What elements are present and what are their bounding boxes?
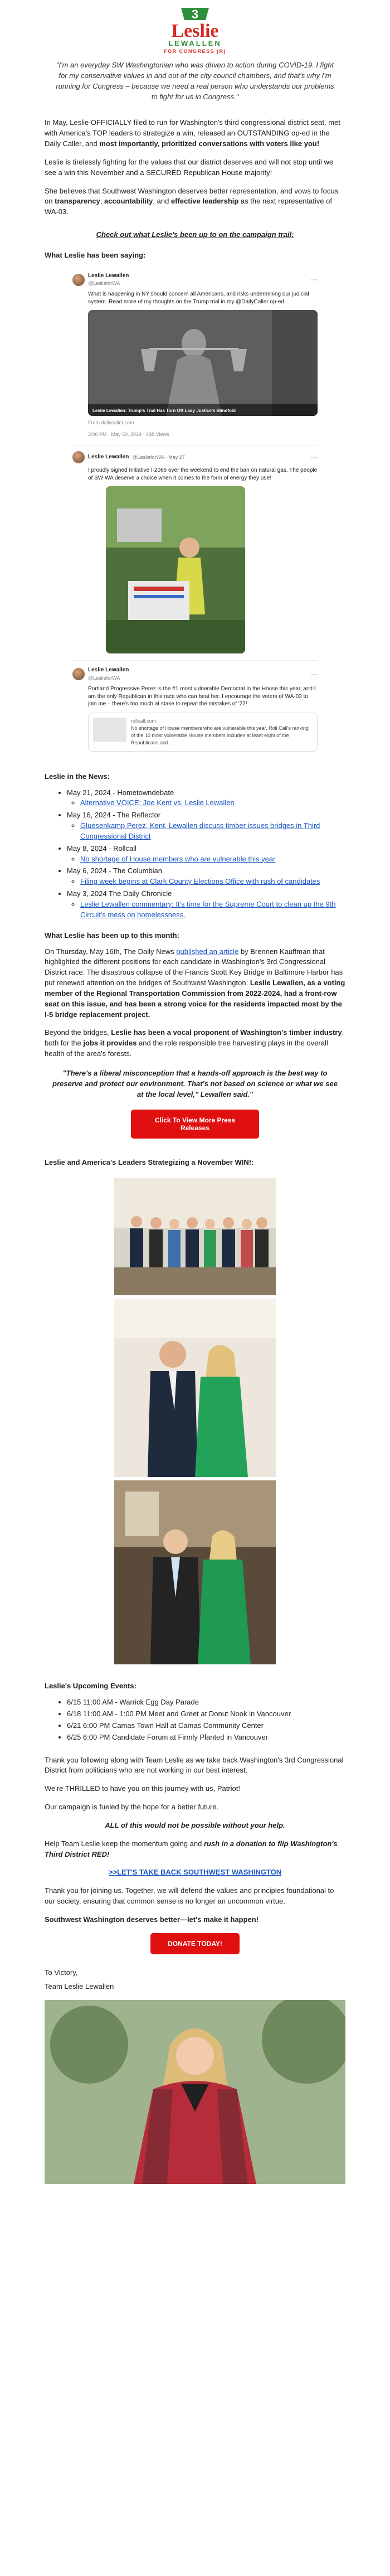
duo-photo-icon (114, 1299, 276, 1477)
photo-leslie-with-leader (114, 1299, 276, 1477)
news-list (67, 788, 345, 921)
logo-number: 3 (191, 7, 199, 21)
text: as the next representative of WA-03. (45, 197, 332, 216)
group-photo-icon (114, 1178, 276, 1295)
emphasis: Leslie has been a vocal proponent of Washington's timber industry (111, 1028, 342, 1037)
tweet-name: Leslie Lewallen (88, 272, 129, 279)
card-domain: rollcall.com (131, 718, 157, 724)
paragraph-representation (45, 186, 345, 218)
text: Help Team Leslie keep the momentum going and (45, 1839, 204, 1848)
events-list (67, 1697, 345, 1742)
closing-joining: Thank you for joining us. Together, we will defend the values and principles foundational to our society, ensuring that common sense is no longer an uncommon virtue. (45, 1886, 334, 1906)
leaders-heading: Leslie and America's Leaders Strategizing a November WIN!: (45, 1158, 254, 1167)
logo-surname: LEWALLEN (168, 39, 222, 47)
tweet-3 (72, 661, 318, 758)
tweet-text: What is happening in NY should concern all Americans, and risks undermining our judicial system. Read more of my thoughts on the Trump trial in my @DailyCaller op-ed (88, 291, 309, 305)
news-date: May 3, 2024 The Daily Chronicle (67, 889, 172, 898)
closing-thanks: Thank you following along with Team Leslie as we take back Washington's 3rd Congressional District from politicians who are not working in our best interest. (45, 1755, 344, 1775)
tweets-screenshot (72, 267, 318, 758)
leslie-portrait-photo (45, 2000, 345, 2184)
news-heading: Leslie in the News: (45, 772, 110, 781)
avatar (72, 451, 85, 463)
emphasis: most importantly, prioritized conversations with voters like you! (99, 139, 320, 148)
emphasis-transparency: transparency (55, 197, 100, 206)
tweet-author (88, 272, 129, 288)
lewallen-quote: "There's a liberal misconception that a hands-off approach is the best way to preserve and protect our environment. That's not based on science or what we see at the local level," Lewallen said." (52, 1068, 338, 1098)
news-link[interactable]: Leslie Lewallen commentary: It's time for the Supreme Court to clean up the 9th Circuit's mess on homelessness. (80, 899, 336, 919)
emphasis: rush in a donation to flip Washington's Third District RED! (45, 1839, 338, 1858)
paragraph-fighting: Leslie is tirelessly fighting for the values that our district deserves and will not stop until we see a win this November and a SECURED Republican House majority! (45, 157, 334, 177)
news-date: May 6, 2024 - The Columbian (67, 866, 163, 875)
paragraph-timber (45, 1028, 345, 1059)
text: and the role responsible tree harvesting plays in the overall health of the area's forests. (45, 1039, 328, 1058)
news-item (67, 844, 345, 865)
emphasis: jobs it provides (83, 1039, 137, 1048)
tweet-name: Leslie Lewallen (88, 667, 129, 674)
logo-graphic (148, 3, 242, 55)
intro-quote: "I'm an everyday SW Washingtonian who was driven to action during COVID-19. I fight for my conservative values in and out of the city council chambers, and that's why I'm running for Congress – because we need a real person who understands our problems to fight for us in Congress." (56, 61, 334, 101)
text: , (100, 197, 104, 206)
tweet-meta: 3:00 PM · May 30, 2024 · 498 Views (88, 432, 169, 438)
portrait-icon (45, 2000, 345, 2184)
card-text: No shortage of House members who are vulnerable this year. Roll Call's ranking of the 10 most vulnerable House members includes at least eight of the Republicans and ... (131, 725, 309, 745)
news-item (67, 810, 345, 842)
event-item: • 6/21 6:00 PM Camas Town Hall at Camas Community Center (67, 1721, 345, 1731)
signoff-victory: To Victory, (45, 1968, 78, 1977)
more-icon: ··· (311, 670, 318, 678)
tweet-author (88, 666, 129, 682)
tweet-handle: @LeslieforWA (88, 675, 120, 681)
signing-photo-icon (106, 486, 245, 653)
tweet-1 (72, 267, 318, 446)
take-back-link[interactable]: >>LET'S TAKE BACK SOUTHWEST WASHINGTON (108, 1868, 282, 1877)
news-link[interactable]: Filing week begins at Clark County Elections Office with rush of candidates (80, 877, 320, 886)
donate-button[interactable]: DONATE TODAY! (150, 1933, 240, 1954)
card-text-block (131, 718, 313, 747)
closing-donate-text (45, 1839, 345, 1860)
campaign-trail-heading: Check out what Leslie's been up to on the campaign trail: (96, 230, 294, 239)
tweet-header (72, 272, 318, 288)
article-link[interactable]: published an article (176, 947, 239, 956)
news-date: May 16, 2024 - The Reflector (67, 811, 161, 820)
text: , both for the (45, 1028, 344, 1048)
closing-deserves: Southwest Washington deserves better—let's make it happen! (45, 1915, 259, 1924)
news-link[interactable]: No shortage of House members who are vulnerable this year (80, 854, 276, 863)
tweet-image-caption: Leslie Lewallen: Trump's Trial Has Torn Off Lady Justice's Blindfold (92, 408, 236, 413)
tweet-image-lady-justice (88, 310, 318, 416)
text: , and (153, 197, 171, 206)
event-item: • 6/15 11:00 AM - Warrick Egg Day Parade (67, 1697, 345, 1708)
emphasis: Leslie Lewallen, as a voting member of the Regional Transportation Commission from 2022-2024, had a front-row seat on this issue, and has been a strong voice for the residents impacted most by the I-5 bridge replacement project. (45, 979, 345, 1019)
text: by Brennen Kauffman that highlighted the different positions for each candidate in Washington's 3rd Congressional District race. The disastrous collapse of the Francis Scott Key Bridge in Baltimore Harbor has put renewed attention on the bridges of Southwest Washington. (45, 947, 343, 987)
photo-leslie-with-leader-2 (114, 1480, 276, 1664)
avatar (72, 274, 85, 286)
text: She believes that Southwest Washington deserves better representation, and vows to focus on (45, 186, 339, 206)
tweet-handle: @LeslieforWA (88, 280, 120, 287)
paragraph-filed (45, 118, 345, 149)
duo-photo-2-icon (114, 1480, 276, 1664)
up-to-heading: What Leslie has been up to this month: (45, 931, 179, 940)
campaign-logo (148, 3, 242, 55)
news-item (67, 889, 345, 921)
tweet-source: From dailycaller.com (88, 420, 134, 426)
paragraph-daily-news (45, 947, 345, 1020)
news-link[interactable]: Gluesenkamp Perez, Kent, Lewallen discuss timber issues bridges in Third Congressional District (80, 821, 320, 840)
emphasis-accountability: accountability (104, 197, 153, 206)
tweet-header (72, 451, 318, 463)
events-heading: Leslie's Upcoming Events: (45, 1682, 136, 1691)
news-item (67, 788, 345, 809)
event-item: • 6/18 11:00 AM - 1:00 PM Meet and Greet at Donut Nook in Vancouver (67, 1709, 345, 1720)
tweet-handle: @LeslieforWA · May 27 (132, 454, 185, 460)
avatar (72, 668, 85, 680)
tweet-2 (72, 446, 318, 661)
news-link[interactable]: Alternative VOICE: Joe Kent vs. Leslie Lewallen (80, 798, 235, 807)
tweet-text: I proudly signed Initiative I-2066 over the weekend to end the ban on natural gas. The people of SW WA deserve a choice when it comes to the form of energy they use! (88, 467, 318, 481)
text: In May, Leslie OFFICIALLY filed to run for Washington's third congressional district seat, met with America's TOP leaders to strategize a win, released an OUTSTANDING op-ed in the Daily Caller, and (45, 118, 340, 148)
tweet-header (72, 666, 318, 682)
closing-thrilled: We're THRILLED to have you on this journey with us, Patriot! (45, 1784, 240, 1793)
tweet-link-card[interactable] (88, 713, 318, 752)
tweet-image-signing (106, 486, 245, 653)
logo-name: Leslie (171, 21, 219, 41)
card-thumbnail (93, 718, 126, 742)
more-icon: ··· (311, 275, 318, 283)
news-date: May 8, 2024 - Rollcall (67, 844, 136, 853)
email-body (45, 0, 345, 2184)
saying-heading: What Leslie has been saying: (45, 250, 146, 259)
signoff-team: Team Leslie Lewallen (45, 1982, 114, 1991)
tweet-text: Portland Progressive Perez is the #1 most vulnerable Democrat in the House this year, and I am the only Republican in this race who can beat her. I encourage the voters of WA-03 to join me – there's too much at stake to repeat the mistakes of '22! (88, 686, 316, 707)
closing-help: ALL of this would not be possible without your help. (105, 1820, 285, 1829)
news-item (67, 866, 345, 887)
event-item: • 6/25 6:00 PM Candidate Forum at Firmly Planted in Vancouver (67, 1732, 345, 1743)
press-releases-button[interactable]: Click To View More Press Releases (131, 1110, 259, 1139)
text: Beyond the bridges, (45, 1028, 111, 1037)
more-icon: ··· (311, 453, 318, 461)
lady-justice-icon (88, 310, 318, 416)
photo-group-leaders (114, 1178, 276, 1295)
text: On Thursday, May 16th, The Daily News (45, 947, 177, 956)
tweet-name: Leslie Lewallen (88, 454, 129, 461)
news-date: May 21, 2024 - Hometowndebate (67, 788, 174, 797)
closing-fueled: Our campaign is fueled by the hope for a better future. (45, 1803, 219, 1812)
emphasis-leadership: effective leadership (170, 197, 239, 206)
logo-tagline: FOR CONGRESS (R) (163, 49, 227, 54)
